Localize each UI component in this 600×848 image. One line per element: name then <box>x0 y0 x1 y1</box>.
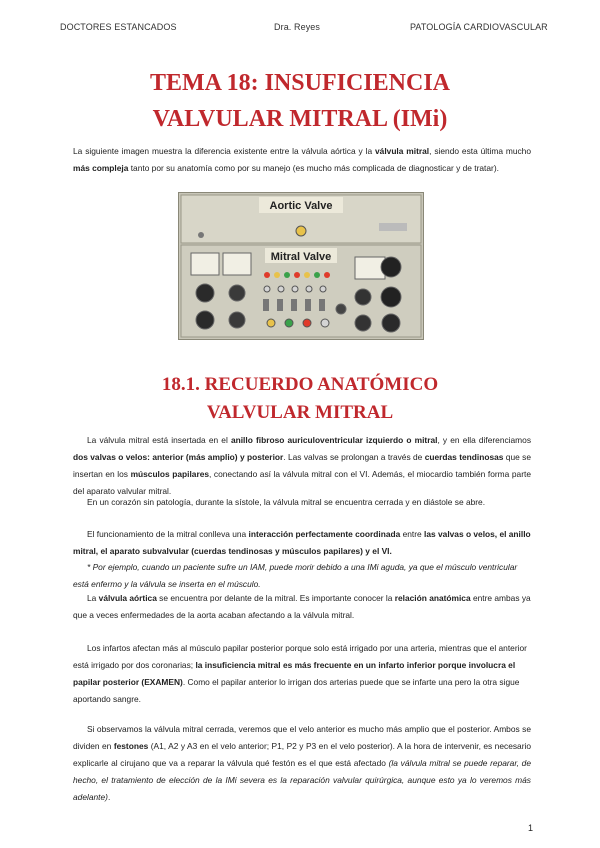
knob-icon <box>355 289 371 305</box>
body-bold: anillo fibroso auriculoventricular izquierdo o mitral <box>230 435 438 445</box>
header-subject: PATOLOGÍA CARDIOVASCULAR <box>410 22 548 32</box>
body-text: La válvula mitral está insertada en el <box>87 435 231 445</box>
section-heading-line2: VALVULAR MITRAL <box>206 402 394 423</box>
meter-icon <box>223 253 251 275</box>
body-text: La <box>87 593 99 603</box>
switch-icon <box>306 286 312 292</box>
body-text: (A1, A2 y A3 en el velo anterior; P1, P2 y P3 en el velo posterior). A la hora de intervenir, es necesario explicarle al cirujano que va a reparar la válvula qué festón es el que está afectado <box>73 741 532 768</box>
scribble-label-icon <box>379 223 407 231</box>
section-heading-line1: 18.1. RECUERDO ANATÓMICO <box>161 374 439 395</box>
body-bold: festones <box>113 741 149 751</box>
knob-icon <box>336 304 346 314</box>
body-text: entre <box>400 529 425 539</box>
body-italic: (la válvula mitral se puede reparar, de hecho, el tratamiento de elección de la IMi severa es la reparación valvular quirúrgica, aunque esto ya lo veremos más adelante) <box>73 758 532 802</box>
switch-icon <box>320 286 326 292</box>
body-text: . <box>107 792 111 802</box>
body-bold: interacción perfectamente coordinada <box>248 529 401 539</box>
intro-text: , siendo esta última mucho <box>429 146 531 156</box>
body-bold: músculos papilares <box>130 469 210 479</box>
toggle-icon <box>305 299 311 311</box>
switch-icon <box>264 286 270 292</box>
valve-comparison-image <box>178 192 424 340</box>
meter-icon <box>355 257 385 279</box>
body-bold: dos valvas o velos: anterior (más amplio) y posterior <box>73 452 284 462</box>
toggle-icon <box>263 299 269 311</box>
knob-icon <box>355 315 371 331</box>
paragraph-anatomy <box>73 432 531 500</box>
intro-paragraph <box>73 143 531 177</box>
light-icon <box>285 319 293 327</box>
knob-icon <box>381 257 401 277</box>
aortic-valve-label: Aortic Valve <box>269 200 333 212</box>
light-icon <box>303 319 311 327</box>
body-text: El funcionamiento de la mitral conlleva una <box>87 529 249 539</box>
body-text: que se insertan en los <box>73 452 532 479</box>
knob-icon <box>229 285 245 301</box>
light-icon <box>264 272 270 278</box>
knob-icon <box>229 312 245 328</box>
intro-text: tanto por su anatomía como por su manejo (es mucho más complicada de diagnosticar y de tratar). <box>128 163 499 173</box>
paragraph-festoons <box>73 721 531 806</box>
light-icon <box>304 272 310 278</box>
intro-text: La siguiente imagen muestra la diferencia existente entre la válvula aórtica y la <box>73 146 376 156</box>
body-bold: válvula aórtica <box>98 593 157 603</box>
knob-icon <box>196 311 214 329</box>
body-bold: cuerdas tendinosas <box>424 452 504 462</box>
paragraph-infarcts <box>73 640 531 708</box>
body-text: , y en ella diferenciamos <box>437 435 532 445</box>
switch-icon <box>292 286 298 292</box>
body-bold: relación anatómica <box>394 593 471 603</box>
light-icon <box>294 272 300 278</box>
knob-icon <box>196 284 214 302</box>
page-number: 1 <box>528 823 534 833</box>
mitral-valve-label: Mitral Valve <box>270 251 332 263</box>
switch-icon <box>278 286 284 292</box>
toggle-icon <box>291 299 297 311</box>
light-icon <box>284 272 290 278</box>
body-bold: la insuficiencia mitral es más frecuente en un infarto inferior porque involucra el papilar posterior (EXAMEN) <box>73 660 516 687</box>
page-title-line2: VALVULAR MITRAL (IMi) <box>152 106 448 132</box>
body-text: Si observamos la válvula mitral cerrada, veremos que el velo anterior es mucho más amplio que el posterior. Ambos se dividen en <box>73 724 531 751</box>
header-author: Dra. Reyes <box>274 22 321 32</box>
knob-icon <box>382 314 400 332</box>
body-bold: las valvas o velos, el anillo mitral, el aparato subvalvular (cuerdas tendinosas y músculos papilares) y el VI. <box>73 529 531 556</box>
light-icon <box>267 319 275 327</box>
control-panel-illustration <box>179 193 423 339</box>
meter-icon <box>191 253 219 275</box>
body-text: . Las valvas se prolongan a través de <box>283 452 425 462</box>
paragraph-note: * Por ejemplo, cuando un paciente sufre un IAM, puede morir debido a una IMi aguda, ya que el músculo ventricular está enfermo y la válvula se inserta en el músculo. <box>73 562 518 589</box>
toggle-icon <box>319 299 325 311</box>
body-text: Los infartos afectan más al músculo papilar posterior porque solo está irrigado por una arteria, mientras que el anterior está irrigado por dos coronarias; <box>73 643 527 670</box>
header-left-text: DOCTORES ESTANCADOS <box>60 22 177 32</box>
page-title-line1: TEMA 18: INSUFICIENCIA <box>149 70 451 96</box>
light-icon <box>274 272 280 278</box>
intro-bold: válvula mitral <box>375 146 430 156</box>
body-text: , conectando así la válvula mitral con el VI. Además, el miocardio también forma parte del aparato valvular mitral. <box>73 469 531 496</box>
body-text: . Como el papilar anterior lo irrigan dos arterias puede que se infarte una pero la otra sigue aportando sangre. <box>73 677 520 704</box>
light-icon <box>324 272 330 278</box>
light-icon <box>321 319 329 327</box>
paragraph-systole: En un corazón sin patología, durante la sístole, la válvula mitral se encuentra cerrada y en diástole se abre. <box>87 497 486 507</box>
light-icon <box>314 272 320 278</box>
body-text: entre ambas ya que a veces enfermedades de la aorta acaban afectando a la válvula mitral. <box>73 593 531 620</box>
intro-bold: más compleja <box>73 163 129 173</box>
aortic-knob-icon <box>296 226 306 236</box>
toggle-icon <box>277 299 283 311</box>
paragraph-function <box>73 526 531 560</box>
paragraph-aortic-relation <box>73 590 531 624</box>
knob-icon <box>381 287 401 307</box>
body-text: se encuentra por delante de la mitral. Es importante conocer la <box>156 593 395 603</box>
